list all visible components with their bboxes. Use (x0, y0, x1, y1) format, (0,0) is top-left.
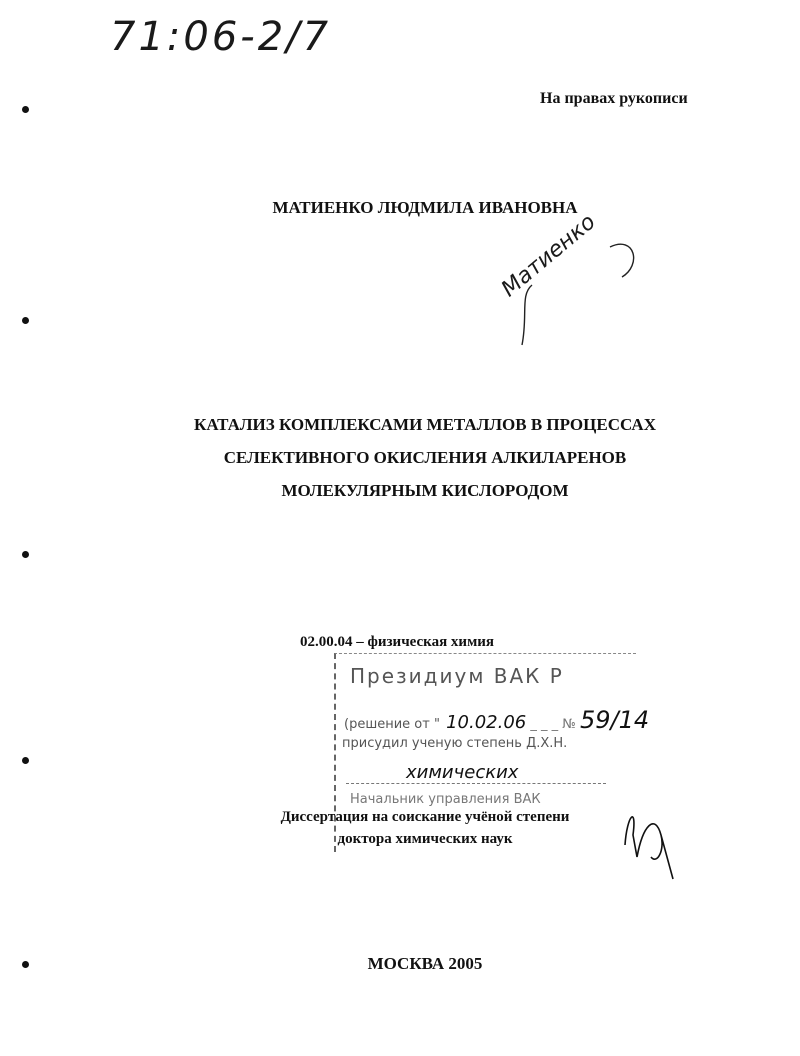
title-line: СЕЛЕКТИВНОГО ОКИСЛЕНИЯ АЛКИЛАРЕНОВ (223, 448, 627, 467)
rights-note: На правах рукописи (540, 90, 688, 107)
margin-dot (22, 757, 29, 764)
degree-line: доктора химических наук (337, 831, 513, 847)
stamp-header: Президиум ВАК Р (350, 664, 564, 688)
stamp-chief-line: Начальник управления ВАК (350, 792, 541, 807)
stamp-decision-number: 59/14 (579, 706, 650, 734)
stamp-decision-line (344, 706, 649, 734)
degree-line: Диссертация на соискание учёной степени (280, 809, 570, 825)
title-line: КАТАЛИЗ КОМПЛЕКСАМИ МЕТАЛЛОВ В ПРОЦЕССАХ (194, 415, 656, 434)
stamp-field-line (346, 762, 606, 784)
archive-code: 71:06-2/7 (110, 14, 332, 60)
stamp-degree-line: присудил ученую степень Д.Х.Н. (342, 736, 568, 751)
stamp-field-handwritten: химических (406, 762, 519, 783)
author-signature: Матиенко (496, 209, 601, 303)
stamp-decision-dashes: _ _ _ № (530, 717, 580, 732)
thesis-title (0, 408, 800, 507)
city-year: МОСКВА 2005 (367, 954, 483, 973)
specialty: 02.00.04 – физическая химия (300, 634, 495, 650)
author-name: МАТИЕНКО ЛЮДМИЛА ИВАНОВНА (272, 198, 578, 217)
signature-flourish (510, 235, 660, 355)
margin-dot (22, 106, 29, 113)
stamp-decision-prefix: (решение от " (344, 717, 440, 732)
stamp-decision-date: 10.02.06 (446, 712, 527, 733)
title-line: МОЛЕКУЛЯРНЫМ КИСЛОРОДОМ (281, 481, 569, 500)
margin-dot (22, 317, 29, 324)
degree-statement (0, 806, 800, 850)
margin-dot (22, 551, 29, 558)
